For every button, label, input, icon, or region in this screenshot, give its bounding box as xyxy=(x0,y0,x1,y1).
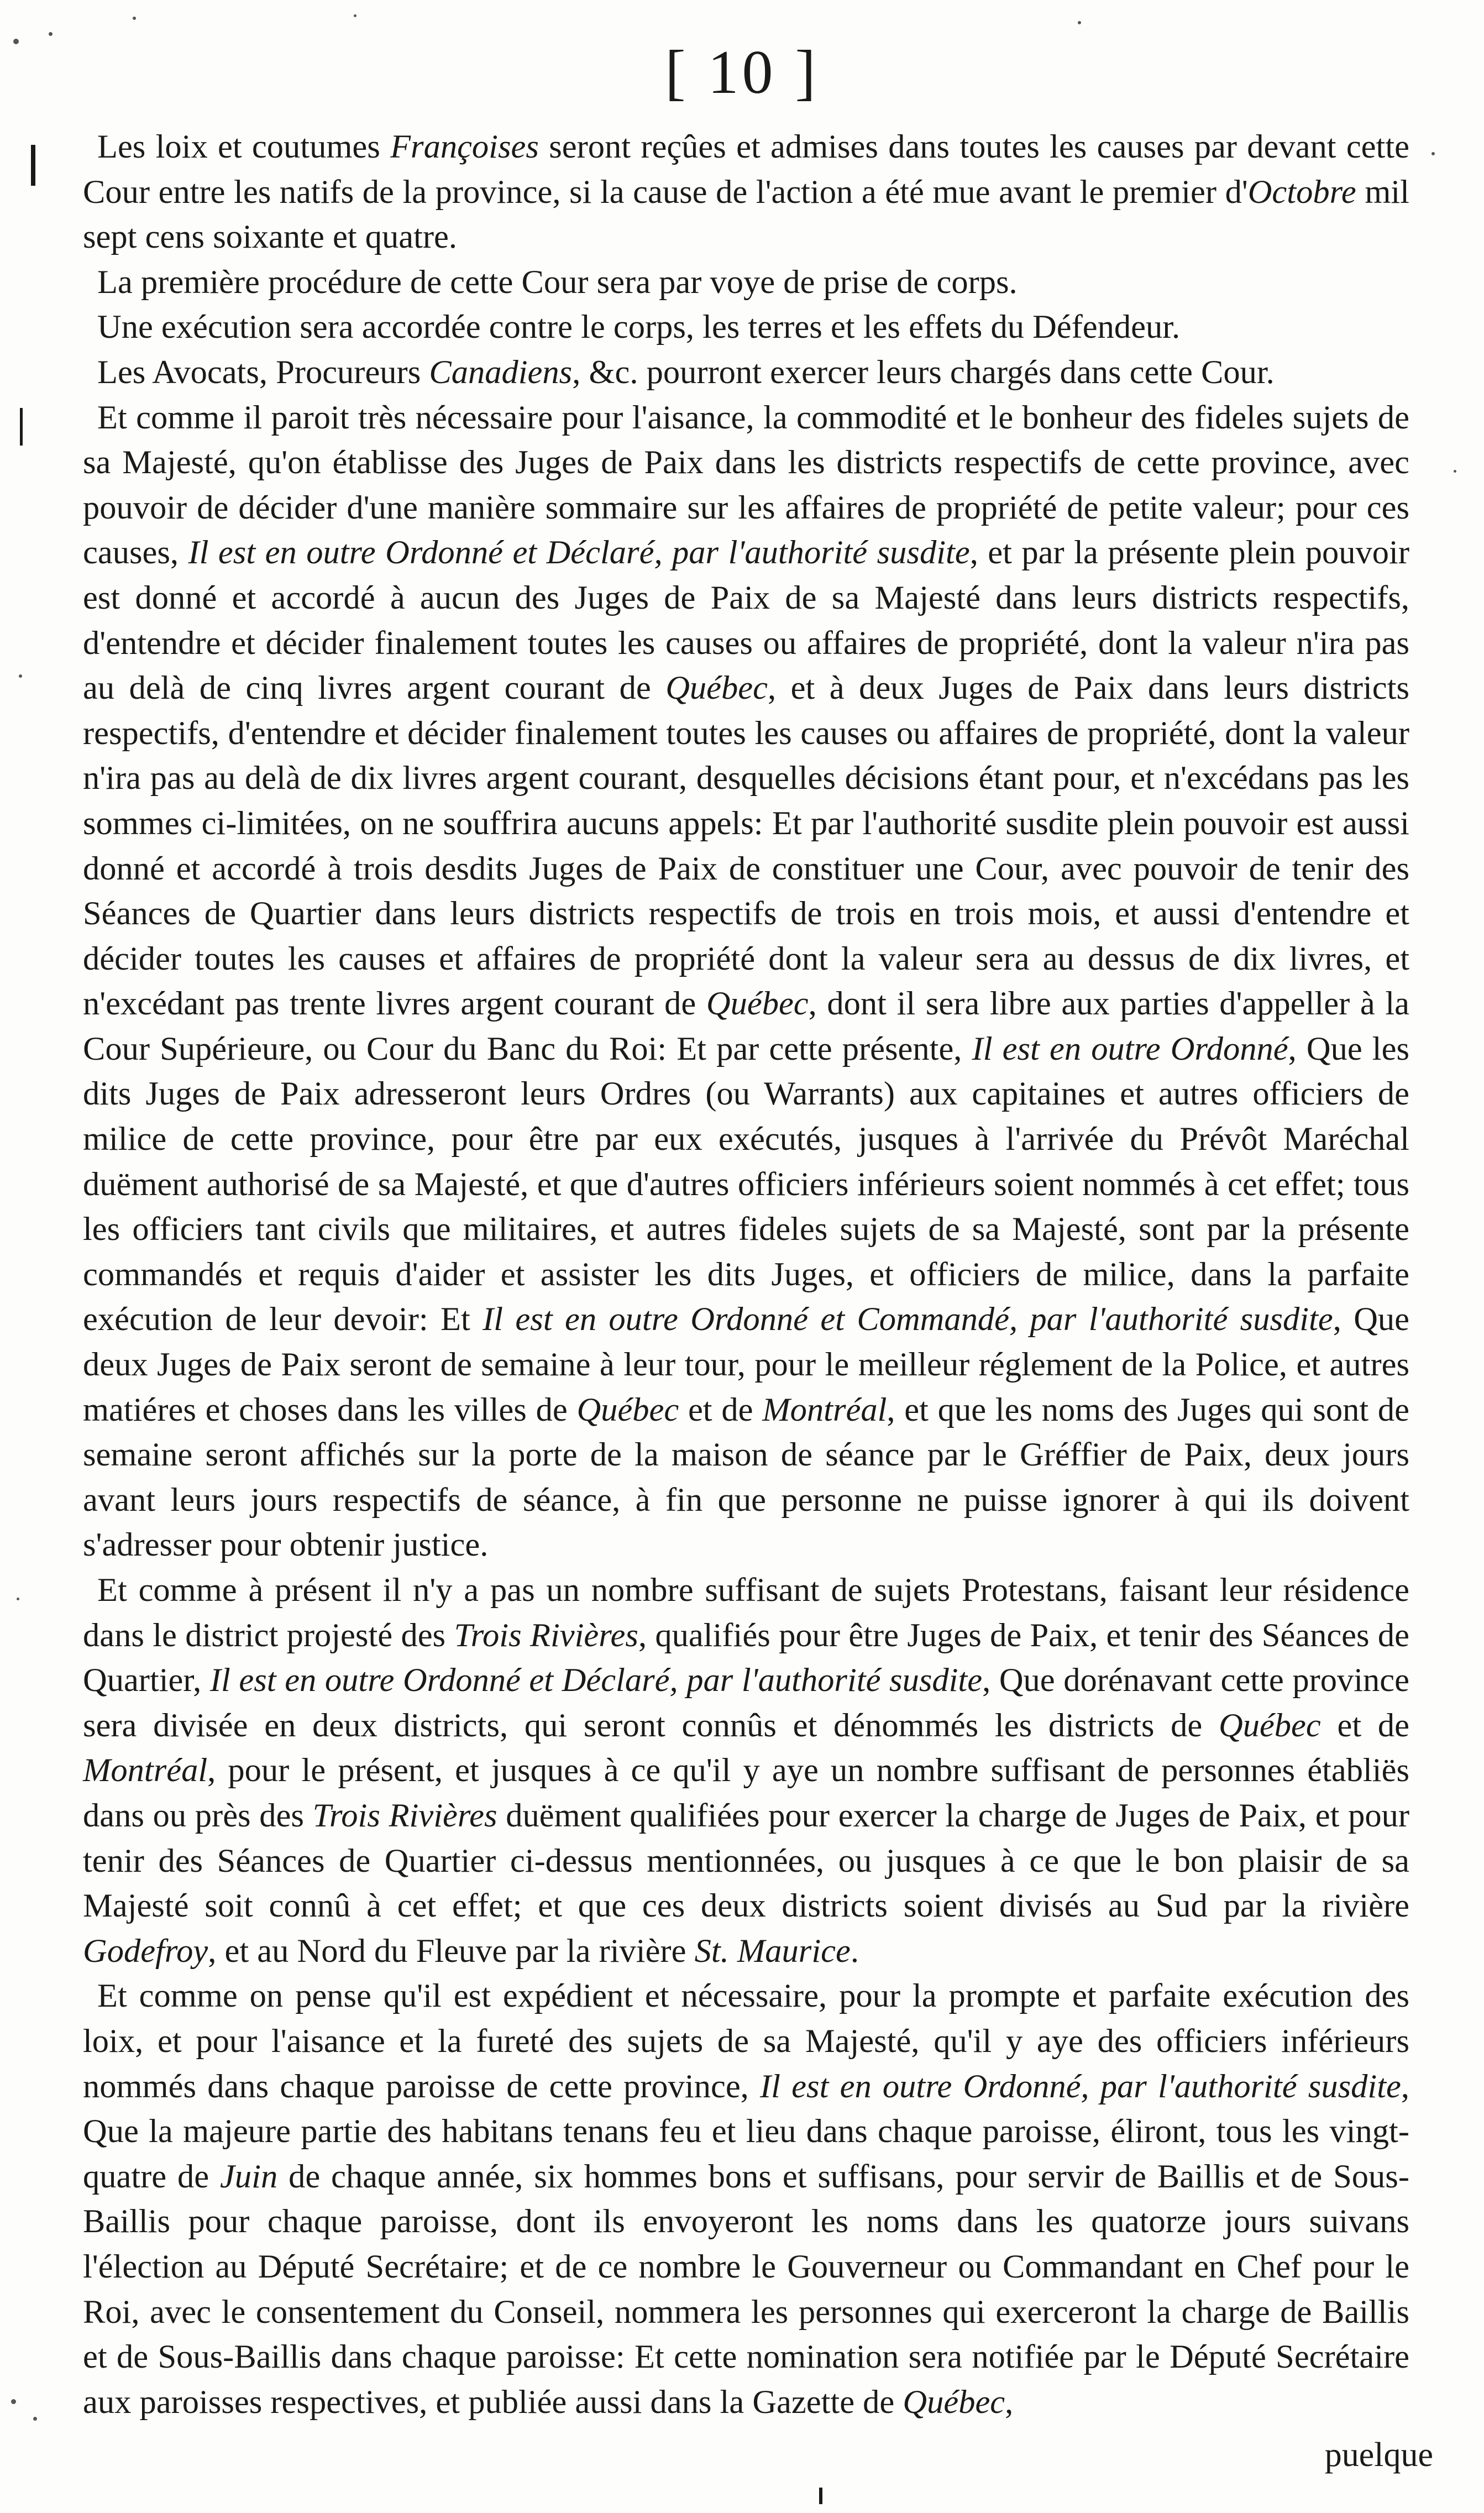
italic-text: Trois Rivières xyxy=(454,1616,638,1654)
margin-mark xyxy=(819,2488,822,2504)
text-segment: Les loix et coutumes xyxy=(97,128,391,165)
italic-text: Il est en outre Ordonné et Commandé, par l'authorité susdite xyxy=(483,1301,1333,1338)
italic-text: Montréal xyxy=(762,1391,887,1428)
italic-text: Québec xyxy=(706,985,809,1023)
text-segment: , qualifiés pour être Juges de Paix, et tenir des Séances de Quartier, xyxy=(83,1616,1410,1699)
text-segment: , xyxy=(1005,2383,1014,2421)
text-segment: , dont il sera libre aux parties d'appeller à la Cour Supérieure, ou Cour du Banc du Roi: Et par cette présente, xyxy=(83,985,1410,1067)
text-segment: , et par la présente plein pouvoir est donné et accordé à aucun des Juges de Paix de sa Majesté dans leurs districts respectifs, d'entendre et décider finalement toutes les causes ou affaires de propriété, dont la valeur n'ira pas au delà de cinq livres argent courant de xyxy=(83,534,1409,707)
margin-mark xyxy=(20,408,23,446)
paper-speck xyxy=(1078,21,1081,24)
italic-text: Montréal xyxy=(83,1752,208,1789)
paragraph xyxy=(83,305,1409,350)
text-segment: , Que dorénavant cette province sera divisée en deux districts, qui seront connûs et dénommés les districts de xyxy=(83,1662,1409,1744)
italic-text: Françoises xyxy=(390,128,539,165)
text-segment: duëment qualifiées pour exercer la charge de Juges de Paix, et pour tenir des Séances de Quartier ci-dessus mentionnées, ou jusques à ce que le bon plaisir de sa Majesté soit connû à cet effet; et que ces deux districts soient divisés au Sud par la rivière xyxy=(83,1797,1409,1925)
italic-text: Trois Rivières xyxy=(312,1797,497,1834)
text-segment: La première procédure de cette Cour sera par voye de prise de corps. xyxy=(97,263,1018,301)
text-segment: , et au Nord du Fleuve par la rivière xyxy=(208,1932,695,1970)
paper-speck xyxy=(33,2417,37,2421)
italic-text: Québec xyxy=(903,2383,1005,2421)
paragraph xyxy=(83,1568,1409,1973)
italic-text: Juin xyxy=(220,2158,278,2195)
text-segment: Et comme à présent il n'y a pas un nombre suffisant de sujets Protestans, faisant leur résidence dans le district projesté des xyxy=(83,1572,1409,1654)
text-segment: Et comme on pense qu'il est expédient et nécessaire, pour la prompte et parfaite exécution des loix, et pour l'aisance et la fureté des sujets de sa Majesté, qu'il y aye des officiers inférieurs nommés dans chaque paroisse de cette province, xyxy=(83,1977,1409,2105)
paragraph xyxy=(83,260,1409,305)
italic-text: Canadiens xyxy=(429,353,573,391)
text-segment: Les Avocats, Procureurs xyxy=(97,353,429,391)
text-segment: , Que deux Juges de Paix seront de semaine à leur tour, pour le meilleur réglement de la Police, et autres matiéres et choses dans les villes de xyxy=(83,1301,1410,1428)
italic-text: Il est en outre Ordonné, par l'authorité susdite xyxy=(760,2067,1401,2105)
paper-speck xyxy=(19,674,22,678)
italic-text: St. Maurice xyxy=(694,1932,851,1970)
paper-speck xyxy=(11,2399,16,2404)
italic-text: Il est en outre Ordonné et Déclaré, par l'authorité susdite xyxy=(188,534,970,572)
text-segment: mil sept cens soixante et quatre. xyxy=(83,173,1409,256)
italic-text: Godefroy xyxy=(83,1932,208,1970)
paragraph xyxy=(83,350,1409,395)
text-segment: , et que les noms des Juges qui sont de semaine seront affichés sur la porte de la maison de séance par le Gréffier de Paix, deux jours avant leurs jours respectifs de séance, à fin que personne ne puisse ignorer à qui ils doivent s'adresser pour obtenir justice. xyxy=(83,1391,1409,1564)
text-segment: , &c. pourront exercer leurs chargés dans cette Cour. xyxy=(572,353,1275,391)
text-segment: et de xyxy=(679,1391,763,1428)
text-segment: , et à deux Juges de Paix dans leurs districts respectifs, d'entendre et décider finalement toutes les causes ou affaires de propriété, dont la valeur n'ira pas au delà de dix livres argent courant, desquelles décisions étant pour, et n'excédans pas les sommes ci-limitées, on ne souffrira aucuns appels: Et par l'authorité susdite plein pouvoir est aussi donné et accordé à trois desdits Juges de Paix de constituer une Cour, avec pouvoir de tenir des Séances de Quartier dans leurs districts respectifs de trois en trois mois, et aussi d'entendre et décider toutes les causes et affaires de propriété dont la valeur sera au dessus de dix livres, et n'excédant pas trente livres argent courant de xyxy=(83,669,1409,1023)
italic-text: Québec xyxy=(576,1391,679,1428)
text-segment: , Que la majeure partie des habitans tenans feu et lieu dans chaque paroisse, éliront, tous les vingt-quatre de xyxy=(83,2067,1409,2195)
paragraph xyxy=(83,395,1409,1568)
text-segment: Une exécution sera accordée contre le corps, les terres et les effets du Défendeur. xyxy=(97,308,1181,346)
italic-text: Québec xyxy=(665,669,768,707)
text-segment: . xyxy=(850,1932,859,1970)
margin-mark xyxy=(31,145,35,186)
paper-speck xyxy=(133,17,136,20)
paper-speck xyxy=(13,39,19,44)
text-segment: , pour le présent, et jusques à ce qu'il y aye un nombre suffisant de personnes établiës dans ou près des xyxy=(83,1752,1409,1834)
paper-speck xyxy=(1454,470,1456,473)
text-segment: Et comme il paroit très nécessaire pour l'aisance, la commodité et le bonheur des fideles sujets de sa Majesté, qu'on établisse des Juges de Paix dans les districts respectifs de cette province, avec pouvoir de décider d'une manière sommaire sur les affaires de propriété de petite valeur; pour ces causes, xyxy=(83,399,1409,572)
text-segment: de chaque année, six hommes bons et suffisans, pour servir de Baillis et de Sous-Baillis pour chaque paroisse, dont ils envoyeront les noms dans les quatorze jours suivans l'élection au Député Secrétaire; et de ce nombre le Gouverneur ou Commandant en Chef pour le Roi, avec le consentement du Conseil, nommera les personnes qui exerceront la charge de Baillis et de Sous-Baillis dans chaque paroisse: Et cette nomination sera notifiée par le Député Secrétaire aux paroisses respectives, et publiée aussi dans la Gazette de xyxy=(83,2158,1409,2421)
text-segment: , Que les dits Juges de Paix adresseront leurs Ordres (ou Warrants) aux capitaines et autres officiers de milice de cette province, pour être par eux exécutés, jusques à l'arrivée du Prévôt Maréchal duëment authorisé de sa Majesté, et que d'autres officiers inférieurs soient nommés à cet effet; tous les officiers tant civils que militaires, et autres fideles sujets de sa Majesté, sont par la présente commandés et requis d'aider et assister les dits Juges, et officiers de milice, dans la parfaite exécution de leur devoir: Et xyxy=(83,1030,1409,1338)
page-number: [ 10 ] xyxy=(665,38,819,107)
italic-text: Il est en outre Ordonné et Déclaré, par l'authorité susdite xyxy=(209,1662,983,1699)
paper-speck xyxy=(17,1598,19,1600)
document-body xyxy=(83,124,1409,2425)
italic-text: Québec xyxy=(1219,1706,1321,1744)
text-segment: et de xyxy=(1320,1706,1410,1744)
paragraph xyxy=(83,124,1409,260)
text-segment: seront reçûes et admises dans toutes les causes par devant cette Cour entre les natifs de la province, si la cause de l'action a été mue avant le premier d' xyxy=(83,128,1410,211)
paper-speck xyxy=(49,32,53,36)
paper-speck xyxy=(1431,152,1435,155)
paragraph xyxy=(83,1973,1409,2425)
italic-text: Octobre xyxy=(1247,173,1356,211)
paper-speck xyxy=(354,14,356,17)
italic-text: Il est en outre Ordonné xyxy=(972,1030,1288,1067)
catchword: puelque xyxy=(1324,2436,1433,2474)
